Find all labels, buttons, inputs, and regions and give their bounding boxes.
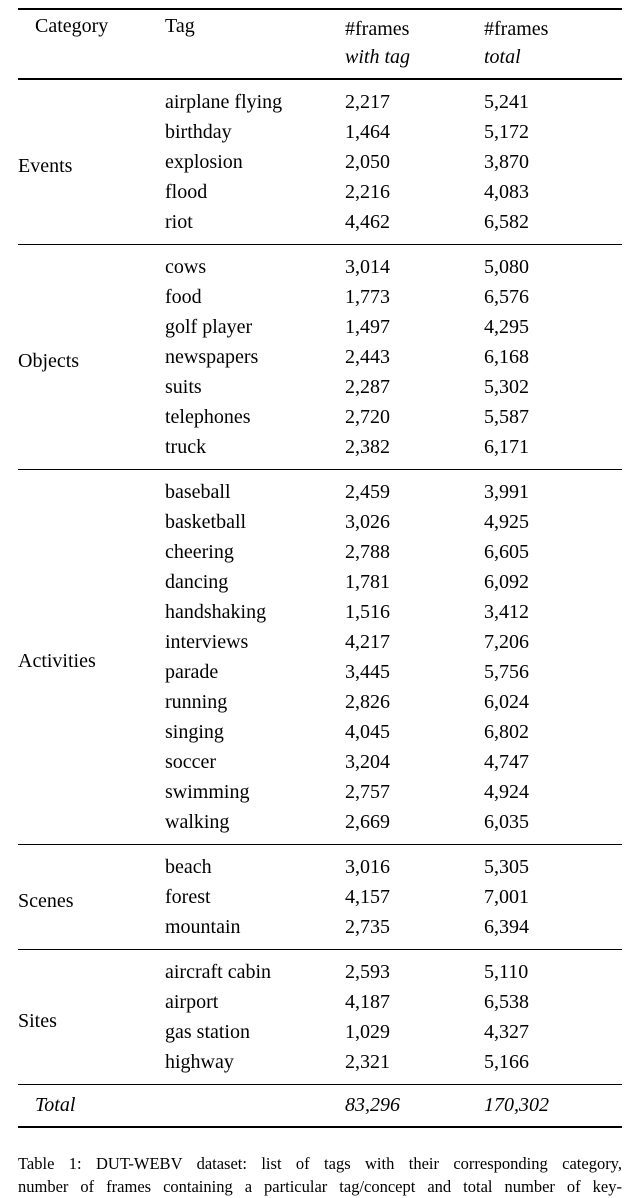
table-caption — [18, 1152, 622, 1198]
frames-total-cell: 6,092 — [484, 571, 529, 593]
frames-with-tag-cell: 3,204 — [345, 751, 390, 773]
tag-cell: riot — [165, 211, 193, 233]
frames-with-tag-cell: 3,016 — [345, 845, 484, 883]
total-frames-with-tag: 83,296 — [345, 1085, 484, 1128]
frames-with-tag-cell: 2,788 — [345, 541, 390, 563]
frames-with-tag-cell: 1,497 — [345, 316, 390, 338]
tag-cell: basketball — [165, 511, 247, 533]
frames-with-tag-cell: 1,464 — [345, 121, 390, 143]
frames-total-cell: 6,024 — [484, 691, 529, 713]
tag-cell: food — [165, 286, 202, 308]
frames-with-tag-cell: 4,187 — [345, 991, 390, 1013]
header-frames-label: #frames — [345, 18, 410, 40]
tag-cell: golf player — [165, 316, 253, 338]
frames-with-tag-cell: 2,757 — [345, 781, 390, 803]
category-group-sites — [18, 950, 622, 1085]
frames-total-cell: 4,327 — [484, 1021, 529, 1043]
frames-with-tag-cell: 2,382 — [345, 436, 390, 458]
tag-cell: airplane flying — [165, 79, 345, 117]
header-frames-total — [484, 9, 622, 79]
frames-total-cell: 7,001 — [484, 886, 529, 908]
tag-cell: suits — [165, 376, 202, 398]
tag-cell: swimming — [165, 781, 250, 803]
tag-cell: gas station — [165, 1021, 250, 1043]
frames-with-tag-cell: 2,826 — [345, 691, 390, 713]
frames-total-cell: 5,305 — [484, 845, 622, 883]
frames-total-cell: 6,035 — [484, 811, 529, 833]
category-label: Sites — [18, 950, 165, 1085]
frames-with-tag-cell: 1,029 — [345, 1021, 390, 1043]
frames-with-tag-cell: 2,720 — [345, 406, 390, 428]
table-row — [18, 950, 622, 988]
frames-with-tag-cell: 1,781 — [345, 571, 390, 593]
frames-total-cell: 6,168 — [484, 346, 529, 368]
tag-cell: flood — [165, 181, 208, 203]
frames-with-tag-cell: 3,014 — [345, 245, 484, 283]
tag-cell: running — [165, 691, 228, 713]
tag-cell: singing — [165, 721, 224, 743]
category-group-events — [18, 79, 622, 245]
frames-with-tag-cell: 2,459 — [345, 470, 484, 508]
tag-cell: explosion — [165, 151, 243, 173]
frames-total-cell: 4,083 — [484, 181, 529, 203]
tag-cell: telephones — [165, 406, 251, 428]
category-group-scenes — [18, 845, 622, 950]
frames-total-cell: 5,756 — [484, 661, 529, 683]
frames-with-tag-cell: 2,593 — [345, 950, 484, 988]
table-header — [18, 9, 622, 79]
frames-total-cell: 3,870 — [484, 151, 529, 173]
tag-cell: airport — [165, 991, 219, 1013]
category-label: Events — [18, 79, 165, 245]
category-label: Objects — [18, 245, 165, 470]
header-frames-with-tag — [345, 9, 484, 79]
tag-cell: interviews — [165, 631, 249, 653]
category-label: Scenes — [18, 845, 165, 950]
frames-with-tag-cell: 2,216 — [345, 181, 390, 203]
table-row — [18, 79, 622, 117]
tag-cell: baseball — [165, 470, 345, 508]
tag-cell: aircraft cabin — [165, 950, 345, 988]
tag-cell: beach — [165, 845, 345, 883]
table-row — [18, 245, 622, 283]
frames-total-cell: 6,538 — [484, 991, 529, 1013]
table-row — [18, 470, 622, 508]
tag-cell: highway — [165, 1051, 234, 1073]
frames-total-cell: 6,582 — [484, 211, 529, 233]
total-row — [18, 1085, 622, 1128]
frames-total-cell: 4,295 — [484, 316, 529, 338]
tag-cell: birthday — [165, 121, 232, 143]
frames-total-cell: 5,302 — [484, 376, 529, 398]
table-row — [18, 845, 622, 883]
frames-with-tag-cell: 2,669 — [345, 811, 390, 833]
total-row-group — [18, 1085, 622, 1128]
frames-with-tag-cell: 4,462 — [345, 211, 390, 233]
category-group-objects — [18, 245, 622, 470]
frames-total-cell: 5,166 — [484, 1051, 529, 1073]
frames-with-tag-cell: 3,026 — [345, 511, 390, 533]
category-label: Activities — [18, 470, 165, 845]
tag-cell: truck — [165, 436, 207, 458]
frames-total-cell: 4,747 — [484, 751, 529, 773]
frames-total-cell: 6,394 — [484, 916, 529, 938]
header-with-tag-label: with tag — [345, 46, 411, 68]
frames-total-cell: 6,605 — [484, 541, 529, 563]
header-row — [18, 9, 622, 79]
frames-with-tag-cell: 2,735 — [345, 916, 390, 938]
caption-line-2: number of frames containing a particular tag/concept and total number of key- — [18, 1177, 622, 1196]
frames-with-tag-cell: 4,217 — [345, 631, 390, 653]
caption-line-1: Table 1: DUT-WEBV dataset: list of tags with their corresponding category, — [18, 1154, 622, 1173]
header-total-label: total — [484, 46, 521, 68]
frames-with-tag-cell: 2,287 — [345, 376, 390, 398]
frames-total-cell: 6,576 — [484, 286, 529, 308]
tag-cell: cheering — [165, 541, 234, 563]
tag-cell: soccer — [165, 751, 217, 773]
frames-with-tag-cell: 1,773 — [345, 286, 390, 308]
frames-with-tag-cell: 1,516 — [345, 601, 390, 623]
tag-cell: forest — [165, 886, 211, 908]
total-frames-total: 170,302 — [484, 1085, 622, 1128]
frames-total-cell: 6,802 — [484, 721, 529, 743]
total-label: Total — [18, 1085, 165, 1128]
frames-total-cell: 5,110 — [484, 950, 622, 988]
frames-with-tag-cell: 2,217 — [345, 79, 484, 117]
frames-with-tag-cell: 2,050 — [345, 151, 390, 173]
frames-total-cell: 3,412 — [484, 601, 529, 623]
header-category: Category — [18, 9, 165, 79]
frames-total-cell: 5,587 — [484, 406, 529, 428]
tag-cell: newspapers — [165, 346, 259, 368]
total-spacer — [165, 1085, 345, 1128]
frames-total-cell: 3,991 — [484, 470, 622, 508]
tag-cell: walking — [165, 811, 230, 833]
frames-total-cell: 7,206 — [484, 631, 529, 653]
tag-cell: mountain — [165, 916, 241, 938]
category-group-activities — [18, 470, 622, 845]
frames-total-cell: 5,172 — [484, 121, 529, 143]
frames-total-cell: 5,080 — [484, 245, 622, 283]
frames-total-cell: 6,171 — [484, 436, 529, 458]
frames-total-cell: 4,925 — [484, 511, 529, 533]
frames-with-tag-cell: 4,157 — [345, 886, 390, 908]
frames-total-cell: 5,241 — [484, 79, 622, 117]
frames-with-tag-cell: 3,445 — [345, 661, 390, 683]
frames-with-tag-cell: 2,321 — [345, 1051, 390, 1073]
frames-with-tag-cell: 2,443 — [345, 346, 390, 368]
tag-cell: handshaking — [165, 601, 267, 623]
header-tag: Tag — [165, 9, 345, 79]
tag-cell: cows — [165, 245, 345, 283]
header-frames-label: #frames — [484, 18, 549, 40]
frames-with-tag-cell: 4,045 — [345, 721, 390, 743]
dut-webv-table — [18, 8, 622, 1128]
frames-total-cell: 4,924 — [484, 781, 529, 803]
tag-cell: dancing — [165, 571, 229, 593]
tag-cell: parade — [165, 661, 219, 683]
